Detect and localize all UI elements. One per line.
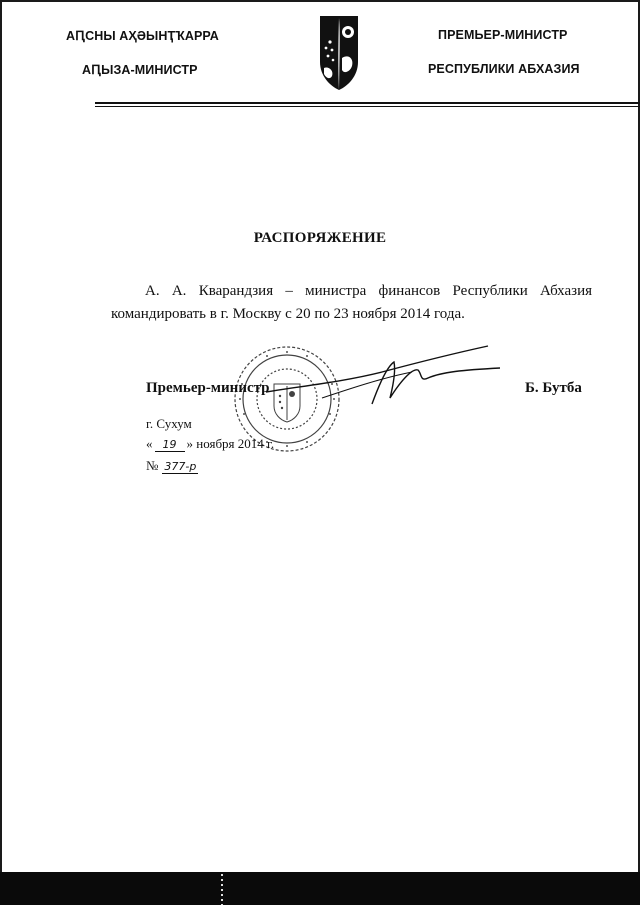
- header-left-line1: АԤСНЫ АҲӘЫНҬҠАРРА: [66, 29, 219, 43]
- signatory-title: Премьер-министр: [146, 380, 270, 396]
- issue-date: [146, 436, 274, 452]
- body-line-2: командировать в г. Москву с 20 по 23 ноября 2014 года.: [111, 306, 465, 322]
- scan-bottom-bar: [0, 872, 640, 905]
- body-line-1: А. А. Кварандзия – министра финансов Республики Абхазия: [145, 283, 592, 299]
- issue-city: г. Сухум: [146, 416, 192, 431]
- header-divider-thin: [95, 106, 640, 107]
- document-title: РАСПОРЯЖЕНИЕ: [253, 230, 387, 246]
- handwritten-signature-icon: [262, 342, 512, 412]
- scan-border-left: [0, 0, 2, 872]
- document-body: [111, 280, 592, 326]
- header-right-line2: РЕСПУБЛИКИ АБХАЗИЯ: [428, 62, 580, 76]
- scan-bottom-mark: [221, 874, 223, 905]
- state-emblem-icon: [318, 14, 360, 92]
- header-divider-thick: [95, 102, 640, 104]
- document-number: [146, 458, 198, 474]
- header-right-line1: ПРЕМЬЕР-МИНИСТР: [438, 28, 568, 42]
- signatory-name: Б. Бутба: [525, 380, 582, 396]
- date-month-year: » ноября 2014 г.: [186, 436, 275, 451]
- number-label: №: [146, 458, 159, 473]
- scan-border-top: [0, 0, 640, 2]
- header-left-line2: АԤЫЗА-МИНИСТР: [82, 63, 198, 77]
- number-value-handwritten: 377-р: [164, 460, 197, 473]
- date-open-quote: «: [146, 436, 153, 451]
- date-day-handwritten: 19: [155, 438, 185, 452]
